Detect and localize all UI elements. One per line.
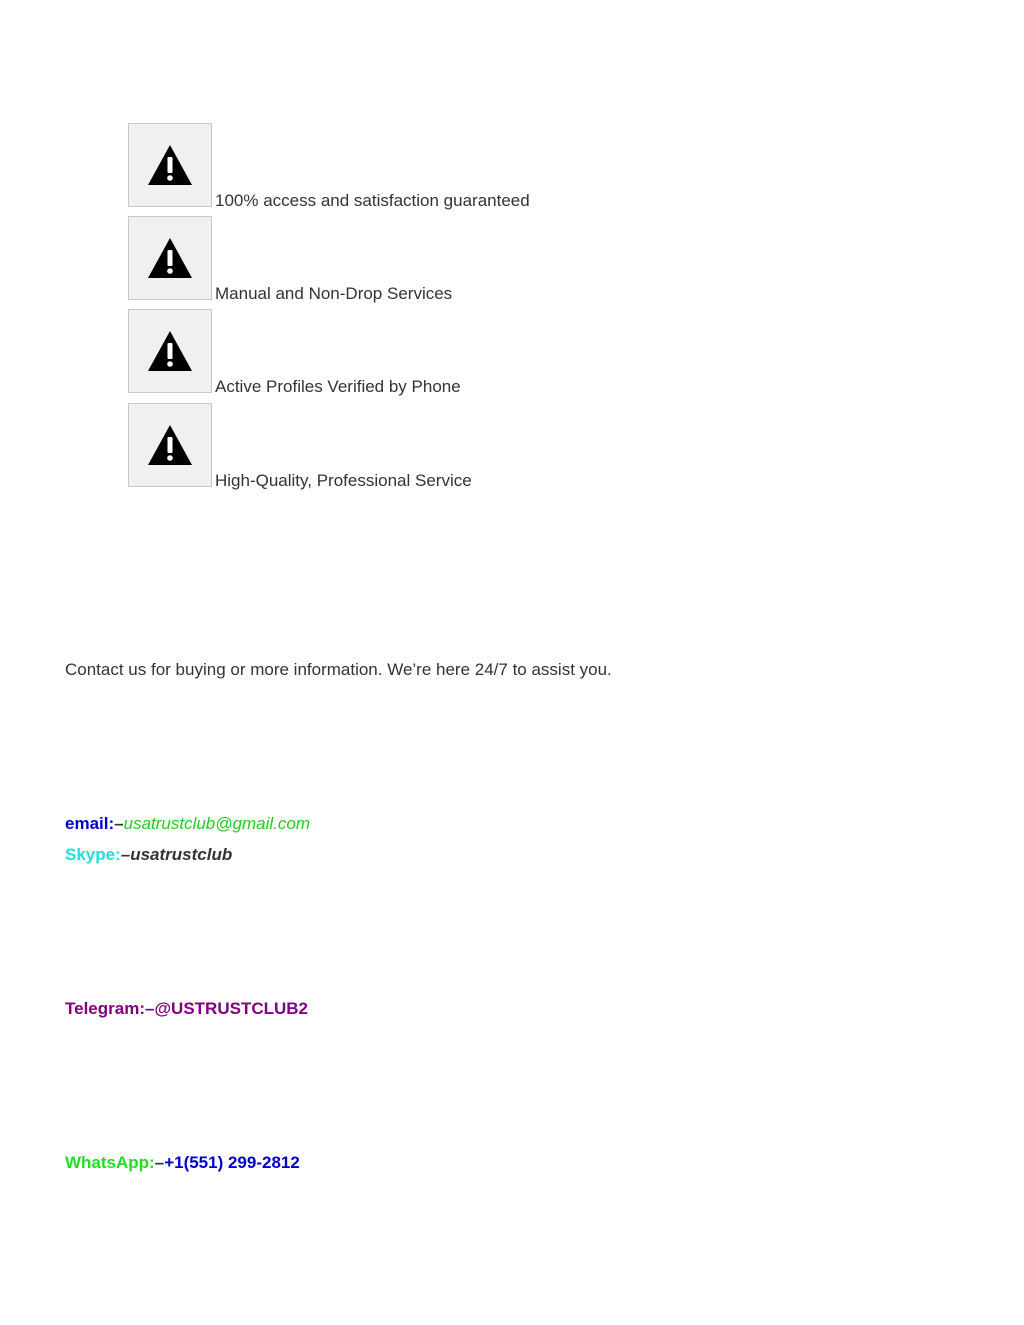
email-label: email: [65, 814, 115, 833]
feature-item [128, 216, 453, 303]
whatsapp-number[interactable]: +1(551) 299-2812 [164, 1153, 300, 1172]
skype-line [65, 845, 232, 865]
telegram-label: Telegram: [65, 999, 145, 1018]
skype-handle[interactable]: usatrustclub [130, 845, 233, 864]
feature-label: High-Quality, Professional Service [215, 471, 472, 490]
telegram-line [65, 999, 308, 1019]
broken-image-placeholder [128, 403, 212, 487]
telegram-separator: – [145, 999, 155, 1018]
warning-icon [146, 143, 194, 187]
warning-icon [146, 236, 194, 280]
feature-item [128, 403, 472, 490]
broken-image-placeholder [128, 123, 212, 207]
email-line [65, 814, 310, 834]
warning-icon [146, 329, 194, 373]
skype-separator: – [120, 845, 131, 864]
whatsapp-line [65, 1153, 300, 1173]
feature-item [128, 309, 461, 396]
broken-image-placeholder [128, 309, 212, 393]
skype-label: Skype: [65, 845, 121, 864]
feature-item [128, 123, 530, 210]
feature-label: Manual and Non-Drop Services [215, 284, 453, 303]
feature-label: Active Profiles Verified by Phone [215, 377, 461, 396]
feature-label: 100% access and satisfaction guaranteed [215, 191, 530, 210]
warning-icon [146, 423, 194, 467]
telegram-handle[interactable]: @USTRUSTCLUB2 [154, 999, 308, 1018]
broken-image-placeholder [128, 216, 212, 300]
email-link[interactable]: usatrustclub@gmail.com [123, 814, 310, 833]
contact-intro: Contact us for buying or more information. We’re here 24/7 to assist you. [65, 660, 612, 679]
whatsapp-separator: – [154, 1153, 165, 1172]
email-separator: – [114, 814, 124, 833]
whatsapp-label: WhatsApp: [65, 1153, 155, 1172]
